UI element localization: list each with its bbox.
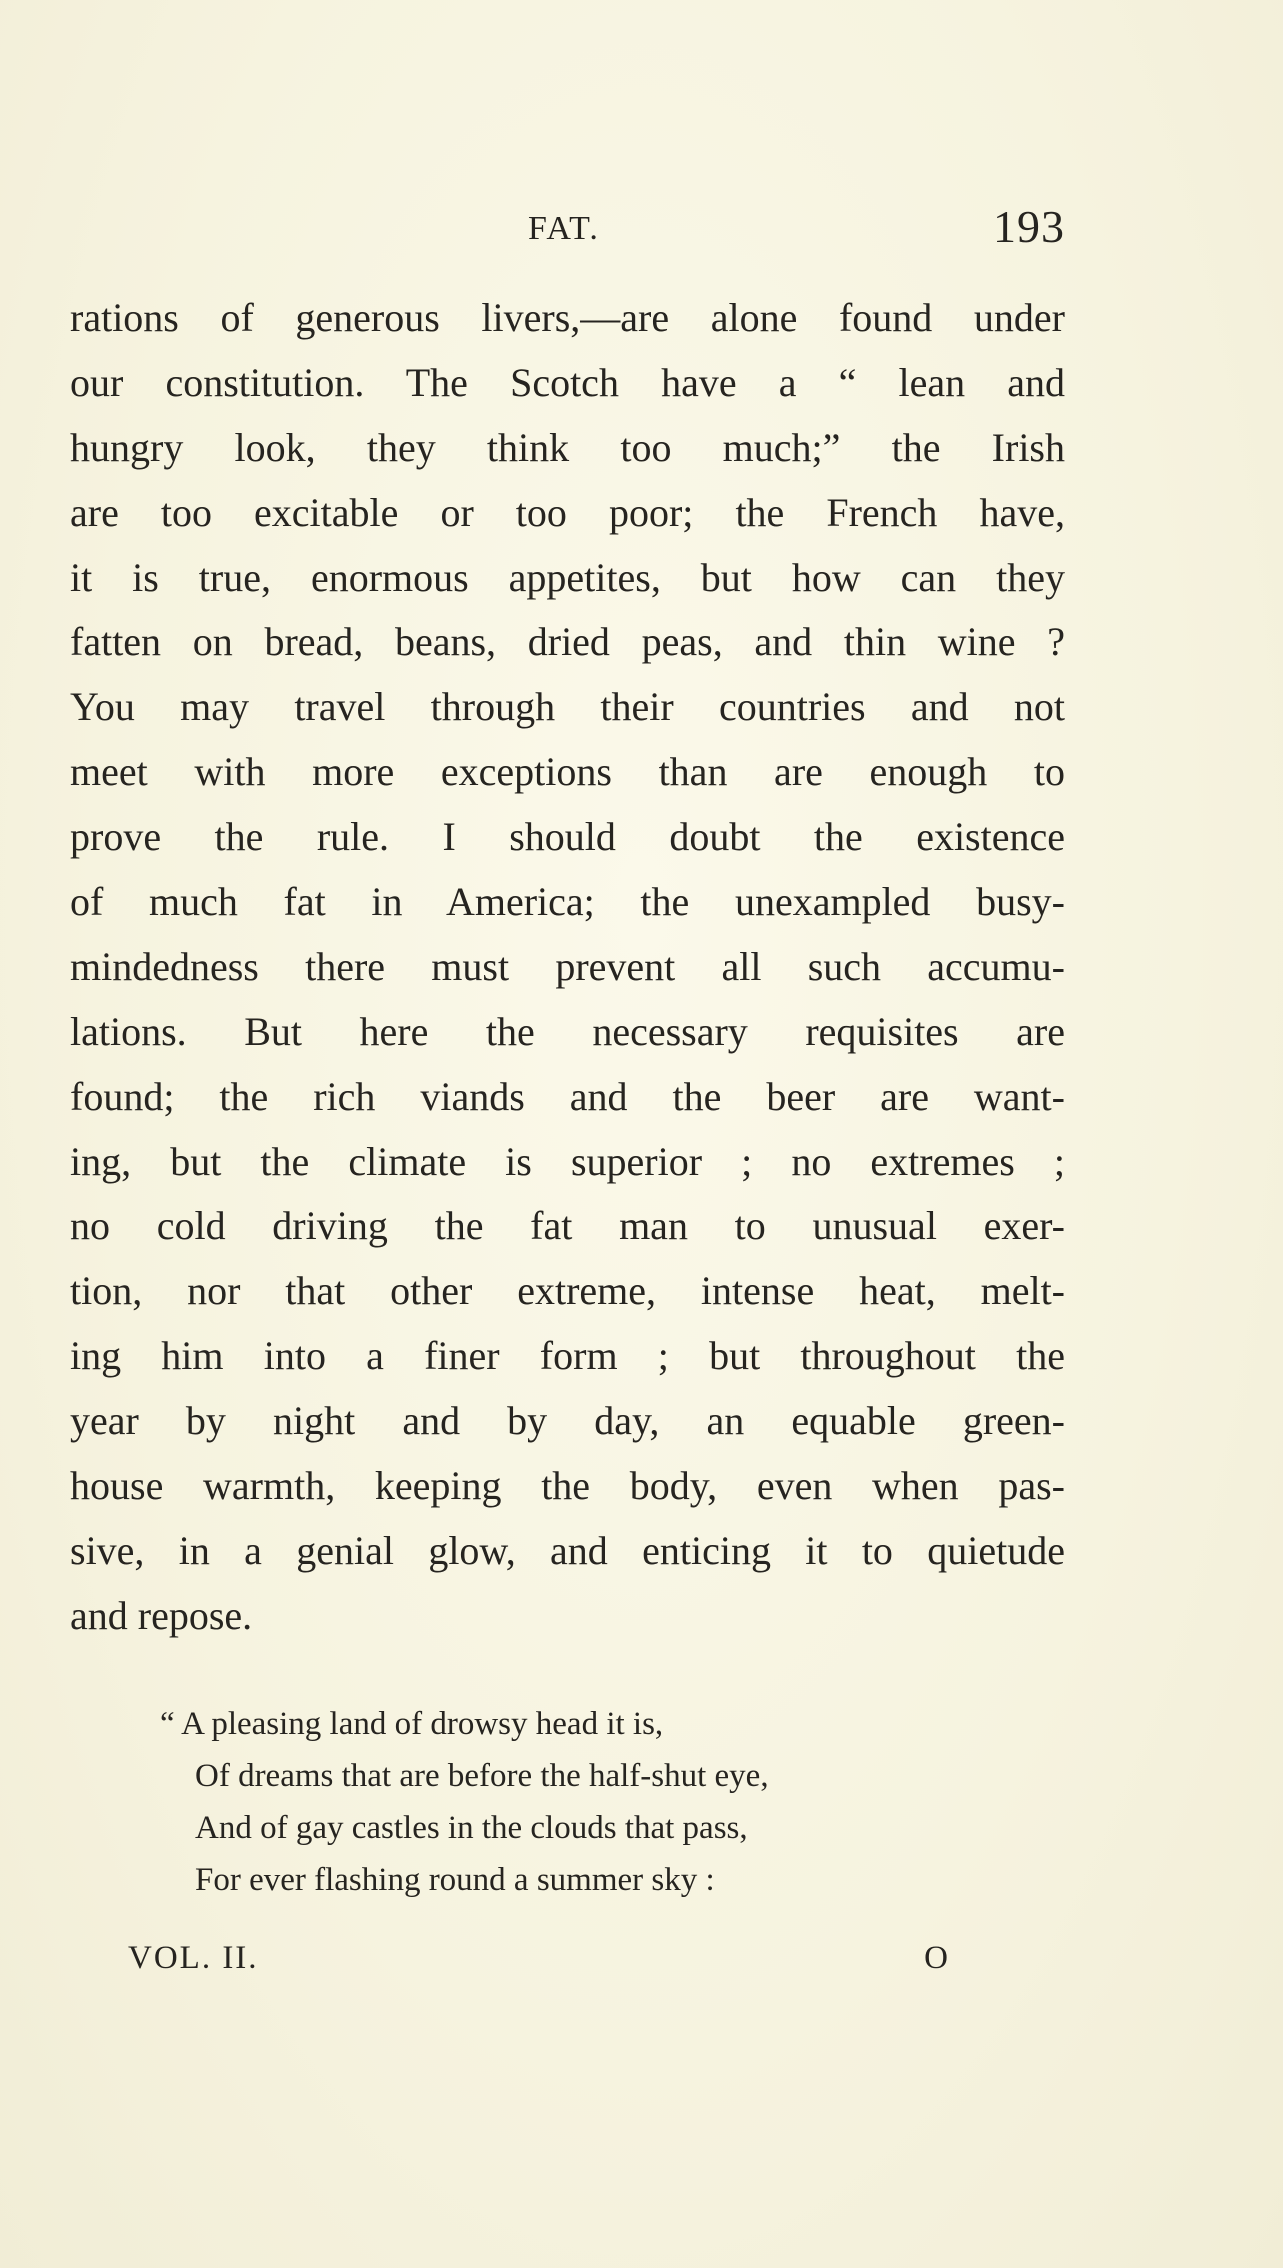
text-line: prove the rule. I should doubt the existence (70, 814, 1065, 860)
text-line: year by night and by day, an equable green- (70, 1398, 1065, 1444)
text-line: rations of generous livers,—are alone found under (70, 295, 1065, 340)
text-line: hungry look, they think too much;” the Irish (70, 424, 1065, 470)
text-line: are too excitable or too poor; the French have, (70, 489, 1065, 535)
page-footer (128, 1940, 948, 1990)
text-line: tion, nor that other extreme, intense heat, melt- (70, 1268, 1065, 1314)
verse-line: For ever flashing round a summer sky : (195, 1862, 715, 1898)
text-line: meet with more exceptions than are enough to (70, 749, 1065, 795)
text-line: house warmth, keeping the body, even when pas- (70, 1463, 1065, 1509)
verse-line: And of gay castles in the clouds that pass, (195, 1810, 748, 1846)
verse-quotation (160, 1698, 920, 1906)
running-head (70, 200, 1065, 260)
signature-letter: O (924, 1940, 948, 1976)
text-line: ing him into a finer form ; but throughout the (70, 1333, 1065, 1379)
text-line: our constitution. The Scotch have a “ lean and (70, 359, 1065, 405)
text-line: and repose. (70, 1592, 253, 1638)
text-line: fatten on bread, beans, dried peas, and thin wine ? (70, 619, 1065, 665)
verse-line: Of dreams that are before the half-shut eye, (195, 1758, 769, 1794)
text-line: mindedness there must prevent all such accumu- (70, 943, 1065, 989)
text-line: found; the rich viands and the beer are want- (70, 1073, 1065, 1119)
text-line: of much fat in America; the unexampled busy- (70, 879, 1065, 925)
text-line: sive, in a genial glow, and enticing it to quietude (70, 1527, 1065, 1573)
page-number: 193 (993, 201, 1065, 252)
text-line: You may travel through their countries and not (70, 684, 1065, 730)
text-line: lations. But here the necessary requisites are (70, 1008, 1065, 1054)
text-line: it is true, enormous appetites, but how can they (70, 554, 1065, 600)
text-line: ing, but the climate is superior ; no extremes ; (70, 1138, 1065, 1184)
verse-line: “ A pleasing land of drowsy head it is, (160, 1706, 664, 1742)
text-line: no cold driving the fat man to unusual exer- (70, 1203, 1065, 1249)
volume-signature: VOL. II. (128, 1940, 259, 1976)
running-title: FAT. (528, 210, 600, 247)
body-paragraph (70, 286, 1065, 1649)
